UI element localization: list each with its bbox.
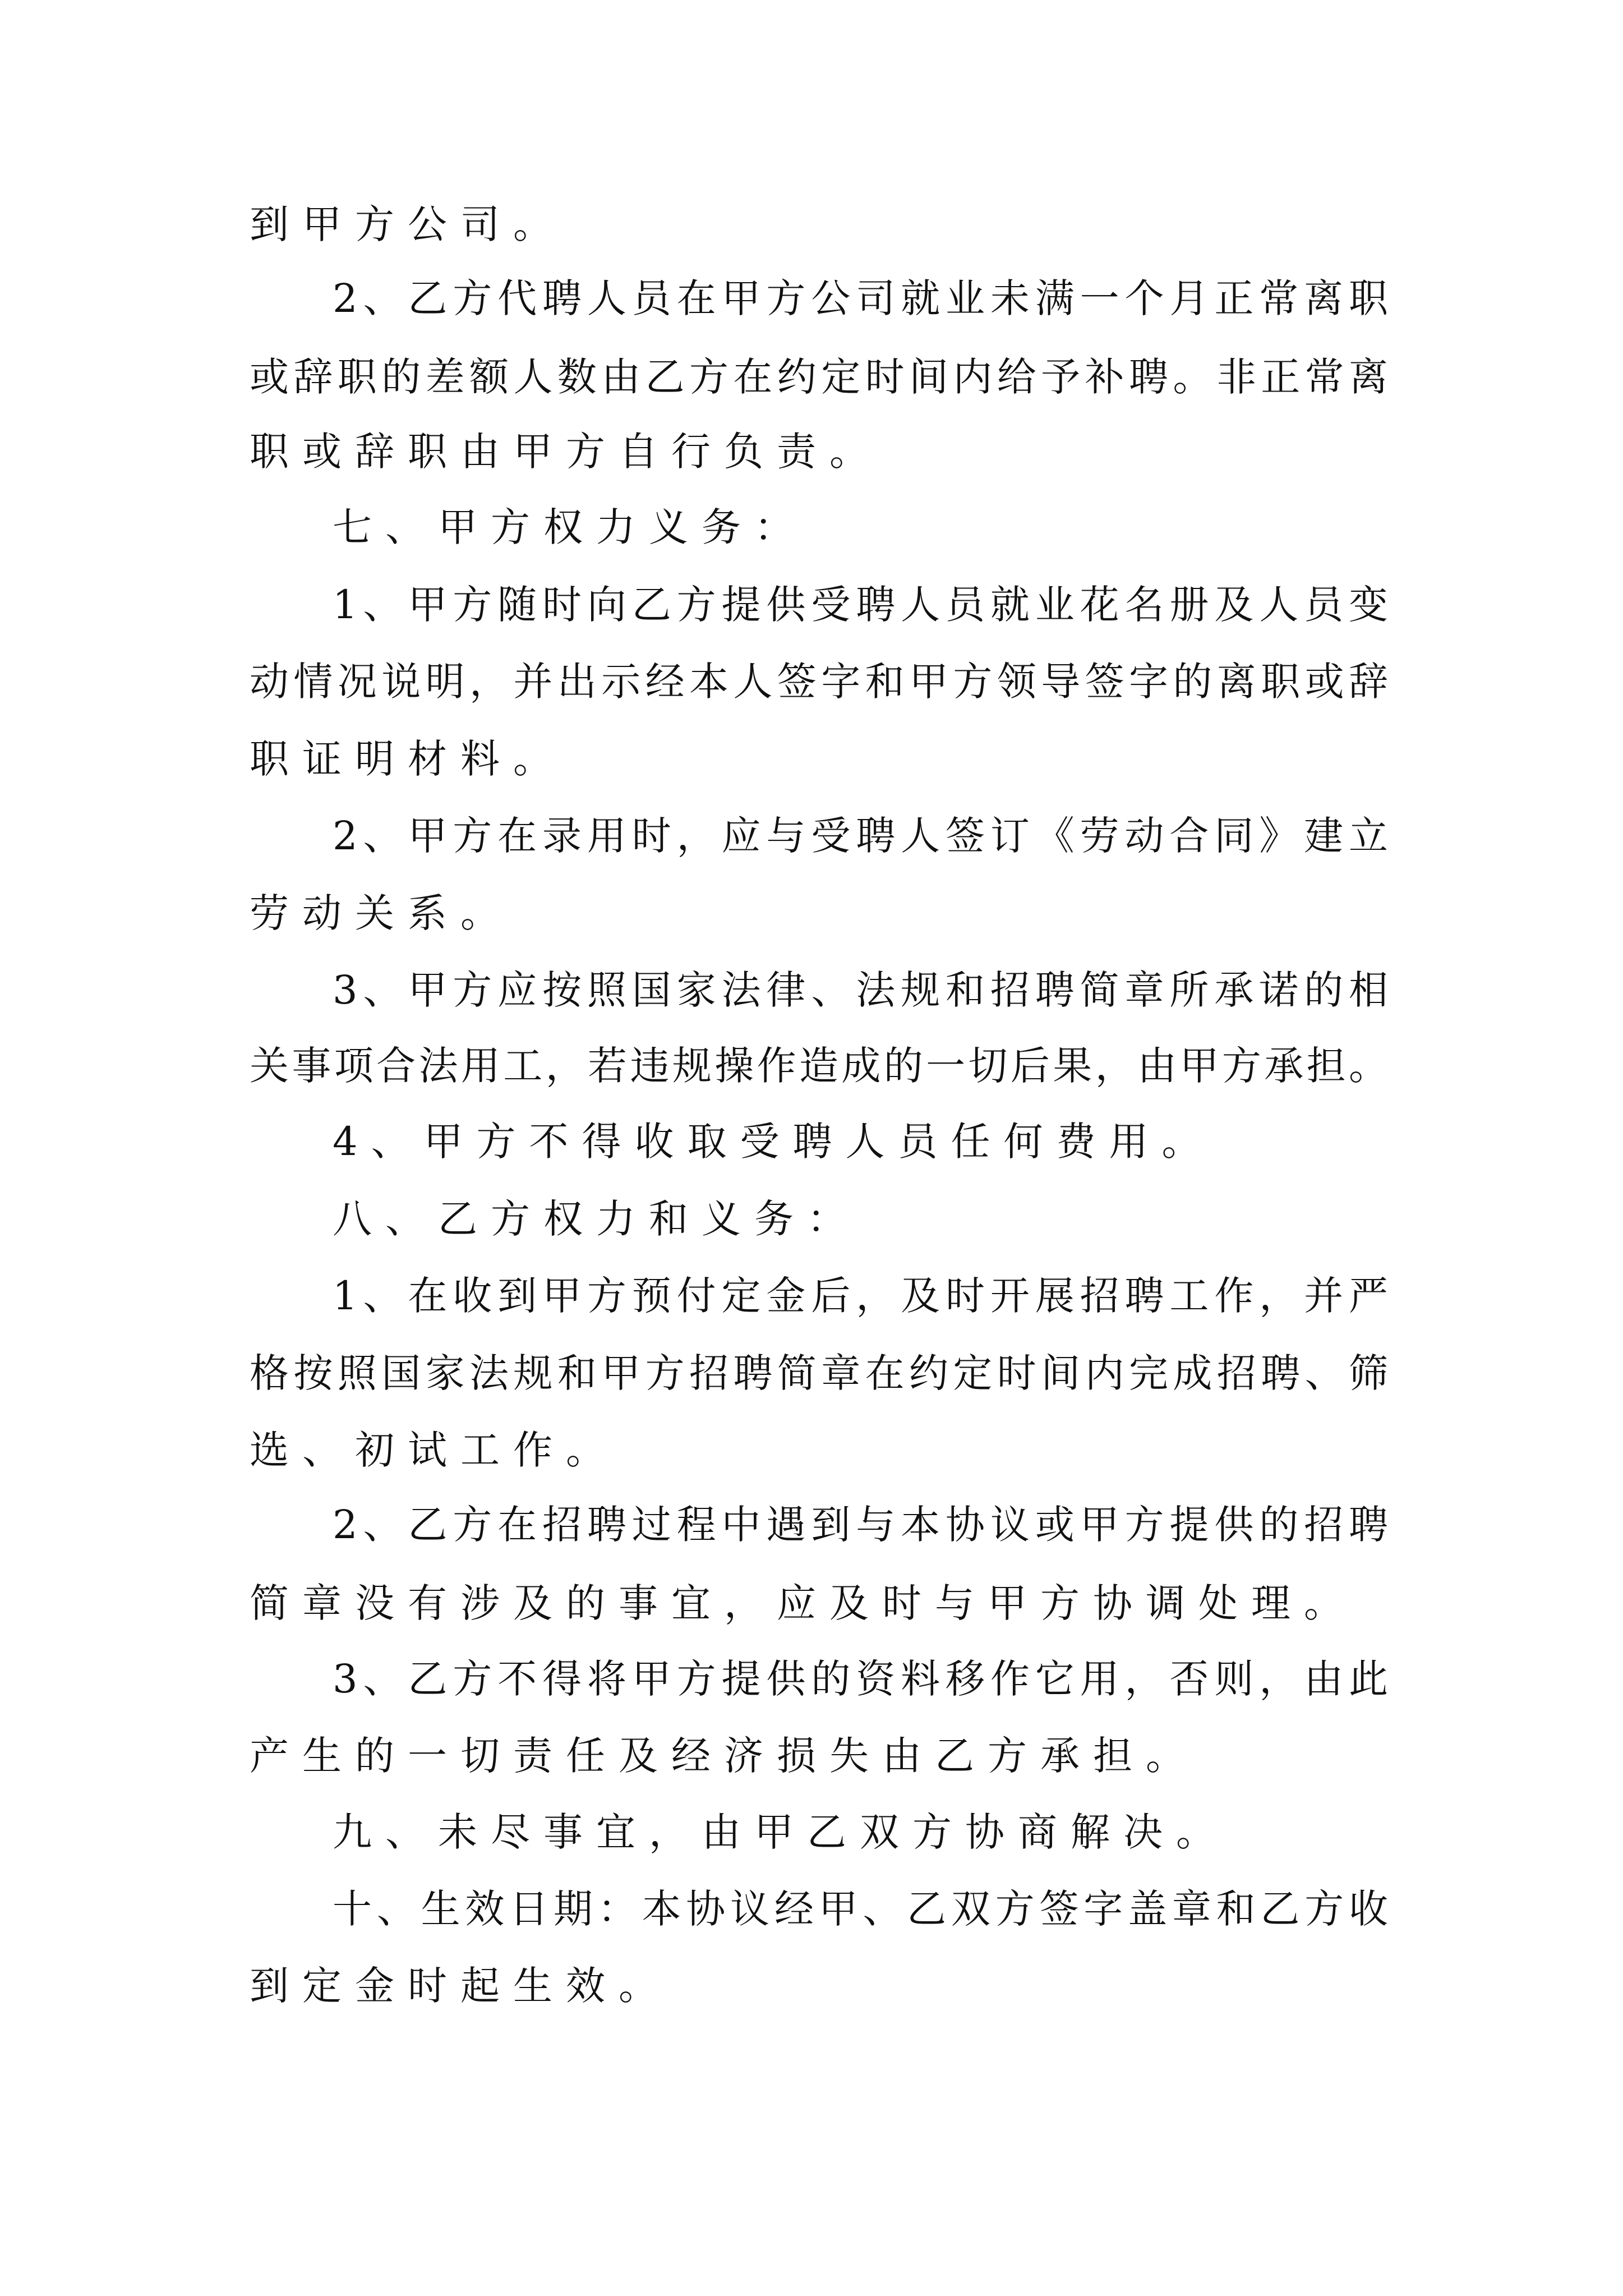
text-line: 劳动关系。 xyxy=(250,890,513,936)
text-line: 格按照国家法规和甲方招聘简章在约定时间内完成招聘、筛 xyxy=(250,1350,1388,1396)
text-line: 2、乙方在招聘过程中遇到与本协议或甲方提供的招聘 xyxy=(333,1502,1388,1548)
text-line: 职或辞职由甲方自行负责。 xyxy=(250,429,882,475)
text-line: 4、甲方不得收取受聘人员任何费用。 xyxy=(333,1119,1215,1165)
text-line: 2、甲方在录用时，应与受聘人签订《劳动合同》建立 xyxy=(333,813,1388,859)
text-line: 到定金时起生效。 xyxy=(250,1963,671,2009)
text-line: 2、乙方代聘人员在甲方公司就业未满一个月正常离职 xyxy=(333,275,1388,321)
text-line: 选、初试工作。 xyxy=(250,1427,619,1473)
text-line: 3、甲方应按照国家法律、法规和招聘简章所承诺的相 xyxy=(333,967,1388,1013)
section-heading: 七、甲方权力义务： xyxy=(333,504,807,550)
section-heading: 九、未尽事宜，由甲乙双方协商解决。 xyxy=(333,1809,1229,1855)
section-heading: 八、乙方权力和义务： xyxy=(333,1196,860,1242)
text-line: 职证明材料。 xyxy=(250,736,566,782)
text-line: 动情况说明，并出示经本人签字和甲方领导签字的离职或辞 xyxy=(250,659,1388,705)
text-line: 关事项合法用工，若违规操作造成的一切后果，由甲方承担。 xyxy=(250,1043,1388,1089)
text-line: 到甲方公司。 xyxy=(250,201,566,247)
text-line: 十、生效日期：本协议经甲、乙双方签字盖章和乙方收 xyxy=(333,1886,1388,1932)
text-line: 产生的一切责任及经济损失由乙方承担。 xyxy=(250,1733,1198,1779)
text-line: 3、乙方不得将甲方提供的资料移作它用，否则，由此 xyxy=(333,1656,1388,1702)
text-line: 简章没有涉及的事宜，应及时与甲方协调处理。 xyxy=(250,1580,1357,1626)
text-line: 或辞职的差额人数由乙方在约定时间内给予补聘。非正常离 xyxy=(250,354,1388,400)
text-line: 1、在收到甲方预付定金后，及时开展招聘工作，并严 xyxy=(333,1273,1388,1319)
text-line: 1、甲方随时向乙方提供受聘人员就业花名册及人员变 xyxy=(333,582,1388,628)
